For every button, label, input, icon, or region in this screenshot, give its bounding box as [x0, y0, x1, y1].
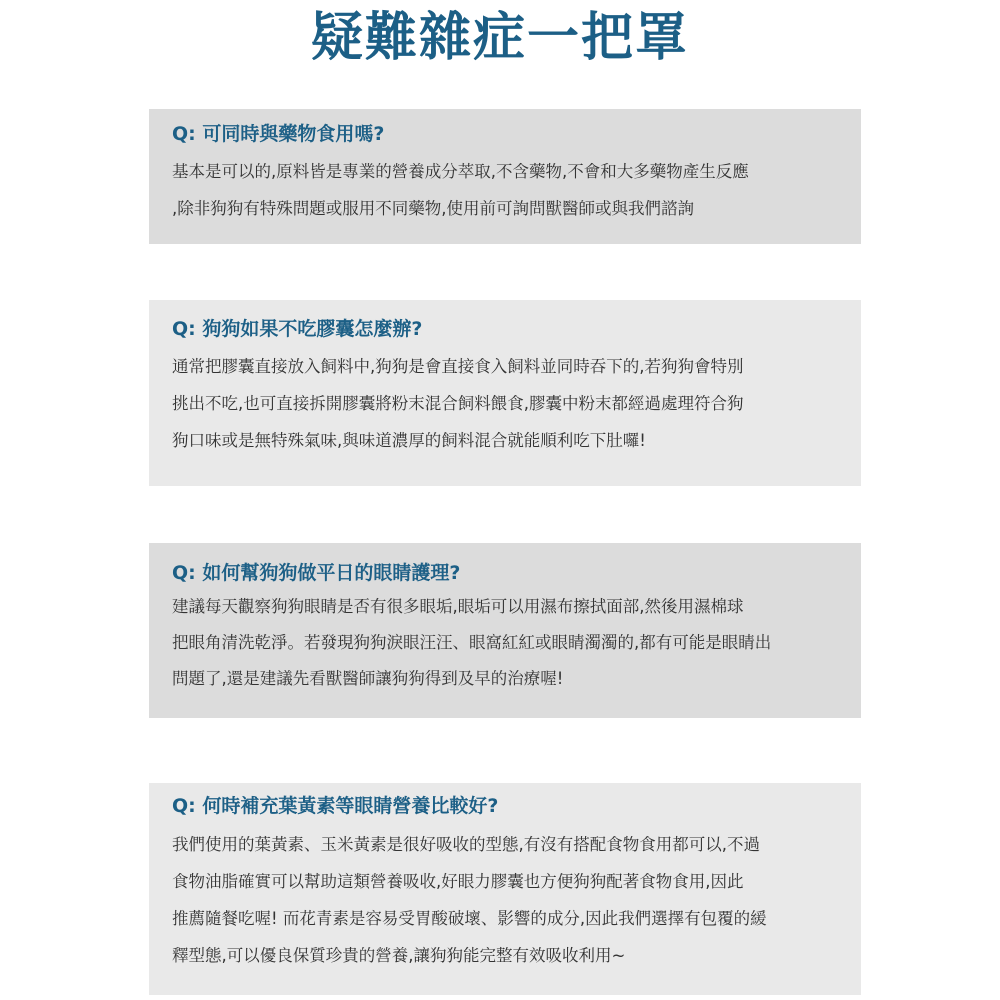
faq-answer-line: 建議每天觀察狗狗眼睛是否有很多眼垢,眼垢可以用濕布擦拭面部,然後用濕棉球: [172, 597, 744, 616]
faq-answer-line: 問題了,還是建議先看獸醫師讓狗狗得到及早的治療喔!: [172, 669, 564, 688]
faq-card-lutein: [149, 783, 861, 995]
faq-answer-line: 釋型態,可以優良保質珍貴的營養,讓狗狗能完整有效吸收利用~: [172, 946, 626, 965]
faq-answer-line: ,除非狗狗有特殊問題或服用不同藥物,使用前可詢問獸醫師或與我們諮詢: [172, 199, 694, 218]
page-title: 疑難雜症一把罩: [310, 8, 689, 68]
faq-card-capsule: [149, 300, 861, 486]
faq-card-medication: [149, 109, 861, 244]
faq-answer-line: 挑出不吃,也可直接拆開膠囊將粉末混合飼料餵食,膠囊中粉末都經過處理符合狗: [172, 394, 744, 413]
faq-answer-line: 食物油脂確實可以幫助這類營養吸收,好眼力膠囊也方便狗狗配著食物食用,因此: [172, 872, 744, 891]
faq-question: Q: 可同時與藥物食用嗎?: [172, 123, 385, 145]
faq-answer-line: 基本是可以的,原料皆是專業的營養成分萃取,不含藥物,不會和大多藥物產生反應: [172, 162, 749, 181]
faq-card-eye-care: [149, 543, 861, 718]
faq-question: Q: 何時補充葉黃素等眼睛營養比較好?: [172, 795, 499, 817]
faq-question: Q: 狗狗如果不吃膠囊怎麼辦?: [172, 318, 423, 340]
faq-question: Q: 如何幫狗狗做平日的眼睛護理?: [172, 562, 461, 584]
faq-answer-line: 我們使用的葉黃素、玉米黃素是很好吸收的型態,有沒有搭配食物食用都可以,不過: [172, 835, 760, 854]
faq-answer-line: 通常把膠囊直接放入飼料中,狗狗是會直接食入飼料並同時吞下的,若狗狗會特別: [172, 357, 744, 376]
faq-answer-line: 推薦隨餐吃喔! 而花青素是容易受胃酸破壞、影響的成分,因此我們選擇有包覆的緩: [172, 909, 767, 928]
faq-answer-line: 把眼角清洗乾淨。若發現狗狗淚眼汪汪、眼窩紅紅或眼睛濁濁的,都有可能是眼睛出: [172, 633, 772, 652]
faq-answer-line: 狗口味或是無特殊氣味,與味道濃厚的飼料混合就能順利吃下肚囉!: [172, 431, 646, 450]
